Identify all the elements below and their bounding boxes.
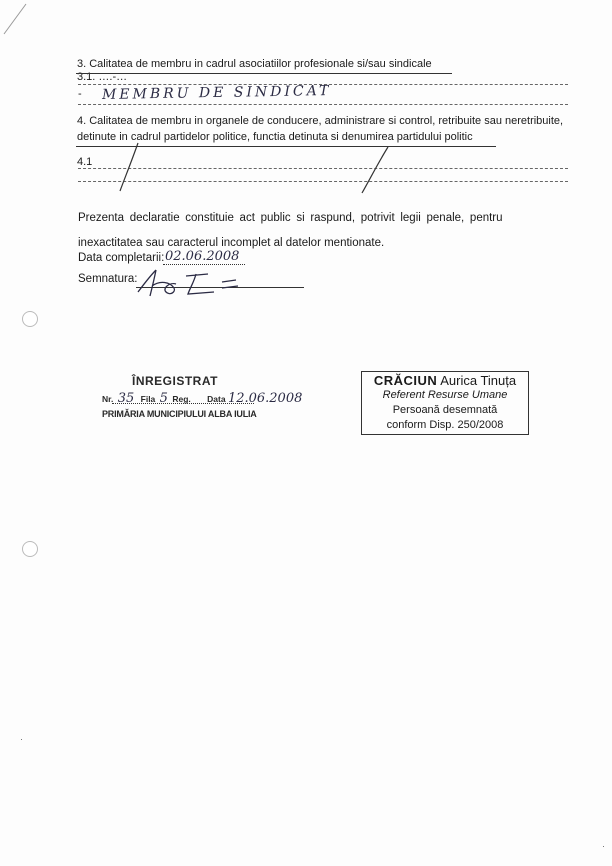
section4-cancel-strokes — [110, 135, 400, 195]
section3-dash: - — [78, 88, 82, 100]
registration-data-value: 12.06.2008 — [227, 391, 303, 406]
signature-label: Semnatura: — [78, 273, 138, 285]
scan-speck — [21, 739, 22, 740]
section3-title: 3. Calitatea de membru in cadrul asociatiilor profesionale si/sau sindicale — [77, 58, 432, 70]
punch-hole-top — [22, 311, 38, 327]
handwritten-signature — [130, 262, 250, 302]
registration-nr-label: Nr. — [102, 394, 114, 404]
punch-hole-bottom — [22, 541, 38, 557]
registration-stamp-title: ÎNREGISTRAT — [132, 374, 218, 388]
section3-dotted-line-2 — [78, 104, 568, 105]
registration-data-label: Data — [207, 394, 226, 404]
scan-speck — [603, 846, 604, 847]
hr-stamp-line4: conform Disp. 250/2008 — [386, 419, 504, 431]
section3-underline — [76, 73, 452, 74]
hr-stamp-surname: CRĂCIUN — [373, 373, 438, 388]
section4-title-line2: detinute in cadrul partidelor politice, functia detinuta si denumirea partidului politic — [77, 131, 473, 143]
section3-handwritten-value: MEMBRU DE SINDICAT — [101, 82, 332, 104]
completion-date-value: 02.06.2008 — [165, 249, 240, 264]
hr-stamp-given-names: Aurica Tinuța — [440, 373, 517, 388]
section4-title-line1: 4. Calitatea de membru in organele de conducere, administrare si control, retribuite sau neretribuite, — [77, 115, 564, 127]
hr-stamp-role: Referent Resurse Umane — [382, 389, 508, 401]
hr-stamp-name — [362, 373, 528, 388]
declaration-line2: inexactitatea sau caracterul incomplet al datelor mentionate. — [78, 237, 385, 249]
section3-item-dots: ….-… — [98, 71, 128, 83]
registration-reg-label: Reg. — [172, 394, 191, 404]
hr-stamp — [361, 371, 529, 435]
hr-stamp-line3: Persoană desemnată — [392, 404, 498, 416]
section4-item-number: 4.1 — [77, 156, 93, 168]
registration-nr-value: 35 — [117, 391, 135, 406]
section3-item-number-label: 3.1. — [77, 71, 96, 83]
completion-date-label: Data completarii: — [78, 252, 165, 264]
declaration-line1: Prezenta declaratie constituie act public si raspund, potrivit legii penale, pentru — [78, 212, 503, 224]
registration-fila-value: 5 — [159, 391, 168, 406]
registration-fila-label: Fila — [140, 394, 156, 404]
corner-scribble — [0, 0, 40, 40]
registration-institution: PRIMĂRIA MUNICIPIULUI ALBA IULIA — [102, 409, 257, 419]
registration-fields-underline — [112, 403, 254, 404]
